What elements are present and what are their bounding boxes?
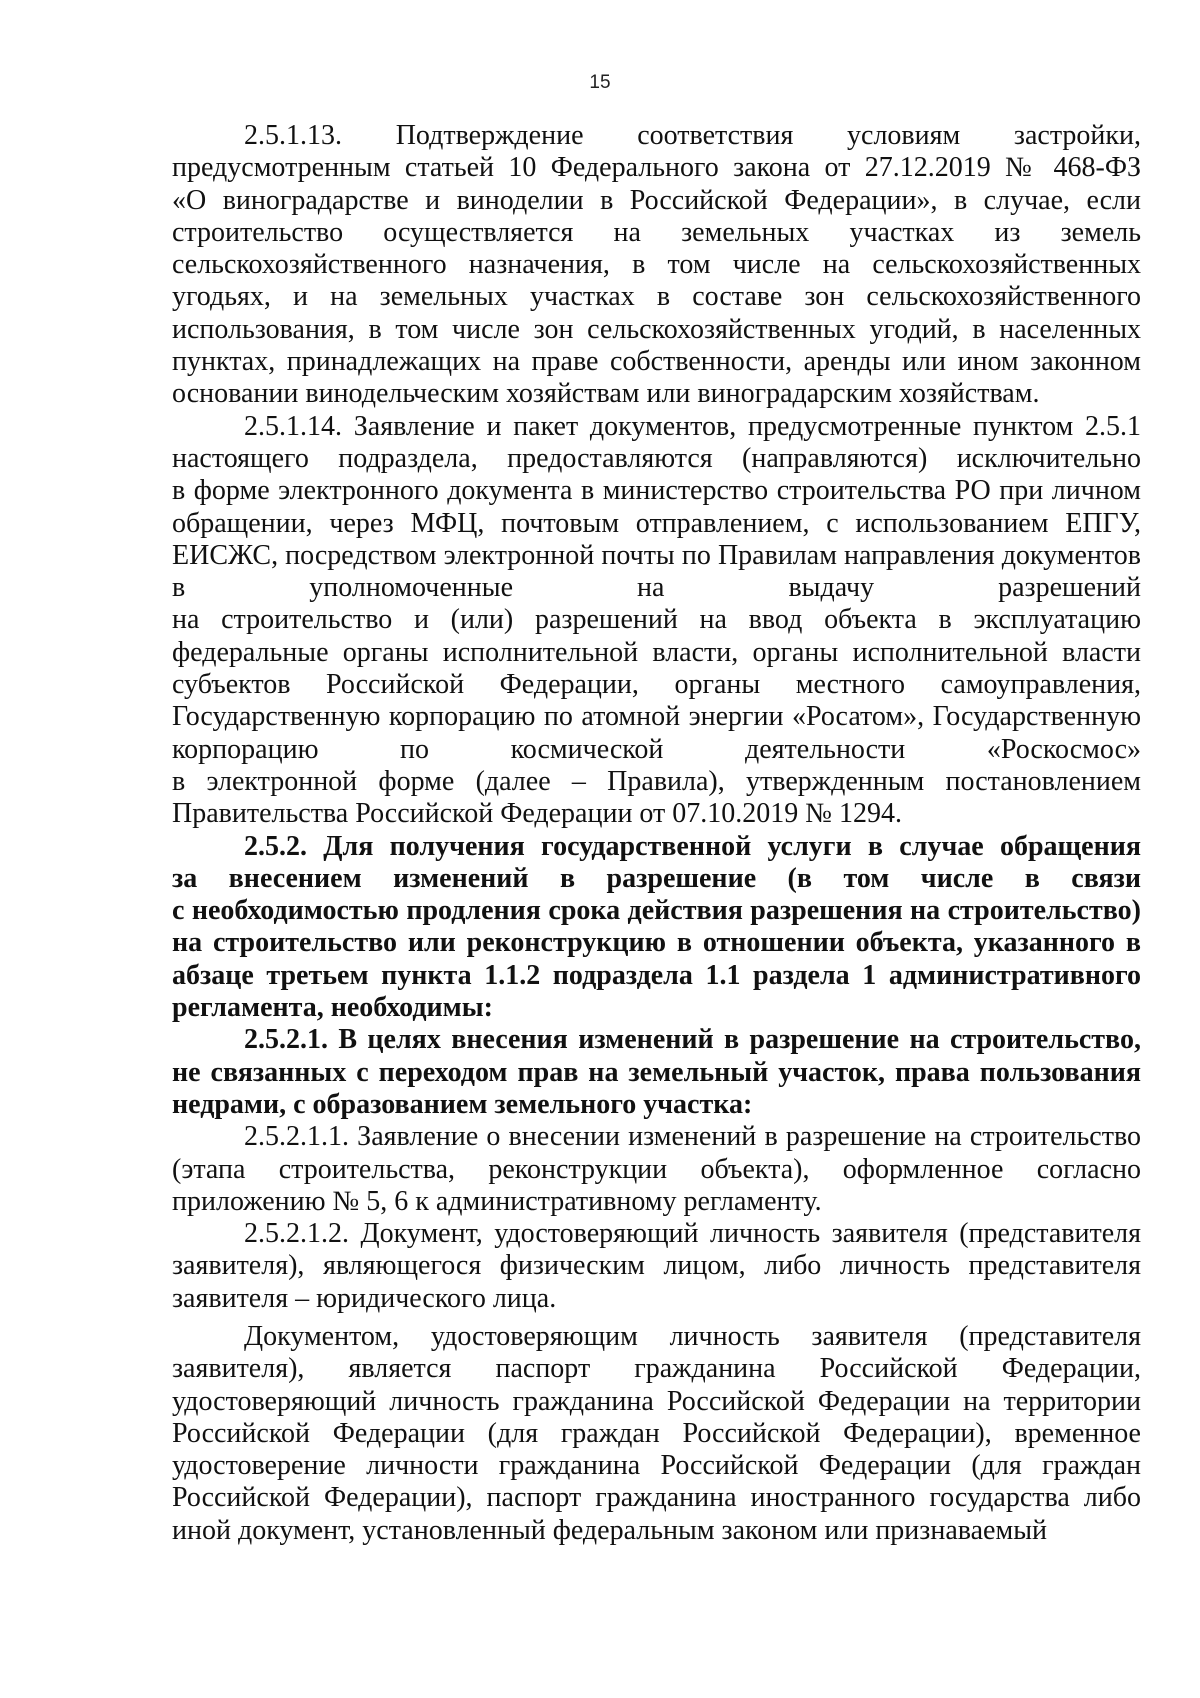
text-line: Правительства Российской Федерации от 07.10.2019 № 1294. xyxy=(172,798,903,830)
paragraph-p-2-5-2 xyxy=(172,831,1141,1025)
paragraph-p-2-5-2-1-1 xyxy=(172,1121,1141,1218)
paragraph-p-identity-doc xyxy=(172,1321,1141,1547)
text-line: с необходимостью продления срока действия разрешения на строительство) xyxy=(172,895,1141,927)
text-line: за внесением изменений в разрешение (в том числе в связи xyxy=(172,862,1141,894)
text-line: заявителя), являющегося физическим лицом, либо личность представителя xyxy=(172,1250,1141,1282)
text-line: предусмотренным статьей 10 Федерального закона от 27.12.2019 № 468-ФЗ xyxy=(172,152,1141,184)
text-line: заявителя – юридического лица. xyxy=(172,1282,557,1314)
paragraph-p-2-5-1-13 xyxy=(172,120,1141,411)
text-line: 2.5.2. Для получения государственной услуги в случае обращения xyxy=(244,830,1141,862)
text-line: приложению № 5, 6 к административному регламенту. xyxy=(172,1185,822,1217)
text-line: на строительство и (или) разрешений на ввод объекта в эксплуатацию xyxy=(172,604,1141,636)
text-line: субъектов Российской Федерации, органы местного самоуправления, xyxy=(172,669,1141,701)
text-line: корпорацию по космической деятельности «Роскосмос» xyxy=(172,733,1141,765)
text-line: регламента, необходимы: xyxy=(172,992,493,1024)
text-line: Российской Федерации), паспорт гражданина иностранного государства либо xyxy=(172,1482,1141,1514)
text-line: обращении, через МФЦ, почтовым отправлением, с использованием ЕПГУ, xyxy=(172,507,1141,539)
text-line: сельскохозяйственного назначения, в том числе на сельскохозяйственных xyxy=(172,249,1141,281)
text-line: 2.5.1.14. Заявление и пакет документов, предусмотренные пунктом 2.5.1 xyxy=(244,410,1141,442)
text-line: федеральные органы исполнительной власти, органы исполнительной власти xyxy=(172,636,1141,668)
text-line: 2.5.2.1.1. Заявление о внесении изменений в разрешение на строительство xyxy=(244,1121,1141,1153)
paragraph-p-2-5-2-1-2 xyxy=(172,1218,1141,1315)
paragraph-p-2-5-1-14 xyxy=(172,411,1141,831)
text-line: в форме электронного документа в министерство строительства РО при личном xyxy=(172,475,1141,507)
text-line: строительство осуществляется на земельных участках из земель xyxy=(172,216,1141,248)
text-line: удостоверяющий личность гражданина Российской Федерации на территории xyxy=(172,1385,1141,1417)
document-body xyxy=(172,120,1141,1547)
text-line: 2.5.2.1.2. Документ, удостоверяющий личность заявителя (представителя xyxy=(244,1218,1141,1250)
text-line: заявителя), является паспорт гражданина Российской Федерации, xyxy=(172,1353,1141,1385)
text-line: на строительство или реконструкцию в отношении объекта, указанного в xyxy=(172,927,1141,959)
text-line: угодьях, и на земельных участках в составе зон сельскохозяйственного xyxy=(172,281,1141,313)
text-line: 2.5.2.1. В целях внесения изменений в разрешение на строительство, xyxy=(244,1024,1141,1056)
text-line: Документом, удостоверяющим личность заявителя (представителя xyxy=(244,1320,1141,1352)
text-line: абзаце третьем пункта 1.1.2 подраздела 1.1 раздела 1 административного xyxy=(172,959,1141,991)
text-line: не связанных с переходом прав на земельный участок, права пользования xyxy=(172,1056,1141,1088)
page-number: 15 xyxy=(589,72,611,93)
text-line: (этапа строительства, реконструкции объекта), оформленное согласно xyxy=(172,1153,1141,1185)
text-line: основании винодельческим хозяйствам или виноградарским хозяйствам. xyxy=(172,378,1040,410)
text-line: Государственную корпорацию по атомной энергии «Росатом», Государственную xyxy=(172,701,1141,733)
text-line: Российской Федерации (для граждан Российской Федерации), временное xyxy=(172,1417,1141,1449)
text-line: в уполномоченные на выдачу разрешений xyxy=(172,572,1141,604)
text-line: пунктах, принадлежащих на праве собственности, аренды или ином законном xyxy=(172,346,1141,378)
text-line: ЕИСЖС, посредством электронной почты по Правилам направления документов xyxy=(172,539,1141,571)
text-line: 2.5.1.13. Подтверждение соответствия условиям застройки, xyxy=(244,120,1141,151)
text-line: использования, в том числе зон сельскохозяйственных угодий, в населенных xyxy=(172,313,1141,345)
text-line: в электронной форме (далее – Правила), утвержденным постановлением xyxy=(172,765,1141,797)
text-line: настоящего подраздела, предоставляются (направляются) исключительно xyxy=(172,442,1141,474)
text-line: недрами, с образованием земельного участка: xyxy=(172,1088,753,1120)
text-line: удостоверение личности гражданина Российской Федерации (для граждан xyxy=(172,1450,1141,1482)
text-line: «О виноградарстве и виноделии в Российской Федерации», в случае, если xyxy=(172,184,1141,216)
paragraph-p-2-5-2-1 xyxy=(172,1024,1141,1121)
text-line: иной документ, установленный федеральным законом или признаваемый xyxy=(172,1514,1047,1546)
